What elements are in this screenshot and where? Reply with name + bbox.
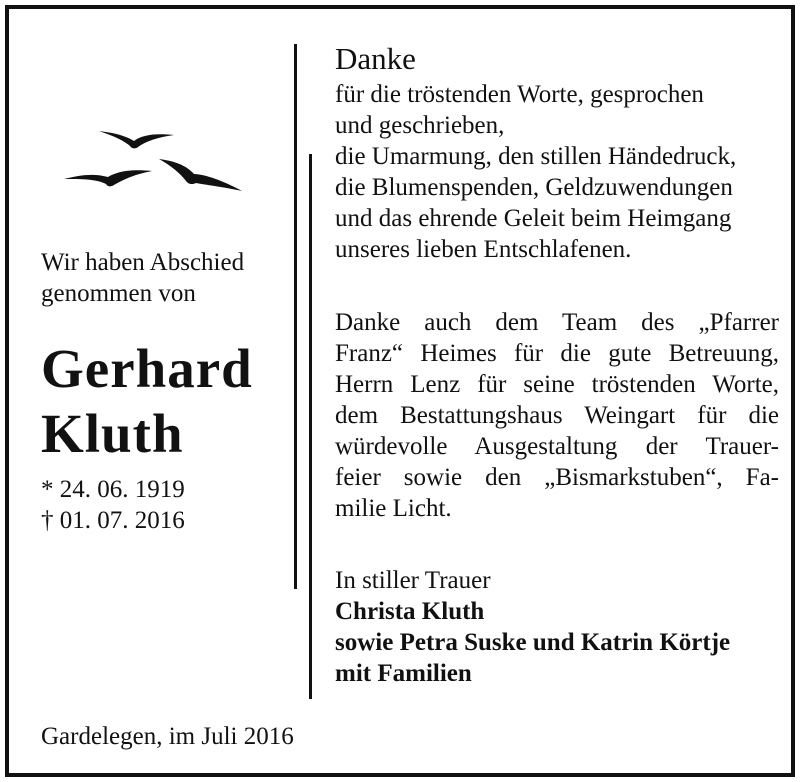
text-line: feier sowie den „Bismarkstuben“, Fa- xyxy=(335,464,779,491)
text-line: Danke auch dem Team des „Pfarrer xyxy=(335,309,779,336)
text-line: dem Bestattungshaus Weingart für die xyxy=(335,402,779,429)
birds-icon xyxy=(64,119,244,199)
text-line: milie Licht. xyxy=(335,495,452,522)
text-line: und das ehrende Geleit beim Heimgang xyxy=(335,205,732,232)
text-line: unseres lieben Entschlafenen. xyxy=(335,236,632,263)
birth-date: * 24. 06. 1919 xyxy=(41,476,185,503)
signatory-line: mit Familien xyxy=(335,660,472,687)
text-line: würdevolle Ausgestaltung der Trauer- xyxy=(335,433,779,460)
thanks-title: Danke xyxy=(335,41,416,76)
signatory-line: Christa Kluth xyxy=(335,598,485,625)
death-date: † 01. 07. 2016 xyxy=(41,507,185,534)
mourning-signature xyxy=(335,565,779,689)
place-date: Gardelegen, im Juli 2016 xyxy=(41,723,294,750)
text-line: und geschrieben, xyxy=(335,112,505,139)
obituary-frame xyxy=(5,5,795,777)
closing-phrase: In stiller Trauer xyxy=(335,567,491,594)
thanks-paragraph-2 xyxy=(335,307,779,524)
intro-line: Wir haben Abschied xyxy=(41,249,245,276)
text-line: die Umarmung, den stillen Händedruck, xyxy=(335,143,737,170)
deceased-name xyxy=(41,336,253,466)
text-line: die Blumenspenden, Geldzuwendungen xyxy=(335,174,733,201)
text-line: Franz“ Heimes für die gute Betreuung, xyxy=(335,340,779,367)
intro-line: genommen von xyxy=(41,280,196,307)
farewell-intro xyxy=(41,247,244,309)
first-name: Gerhard xyxy=(41,338,253,399)
last-name: Kluth xyxy=(41,403,184,464)
thanks-paragraph-1 xyxy=(335,79,779,265)
text-line: für die tröstenden Worte, gesprochen xyxy=(335,81,704,108)
vertical-divider xyxy=(294,44,297,589)
signatory-line: sowie Petra Suske und Katrin Körtje xyxy=(335,629,731,656)
life-dates xyxy=(41,474,185,536)
vertical-divider xyxy=(309,154,312,699)
text-line: Herrn Lenz für seine tröstenden Worte, xyxy=(335,371,779,398)
